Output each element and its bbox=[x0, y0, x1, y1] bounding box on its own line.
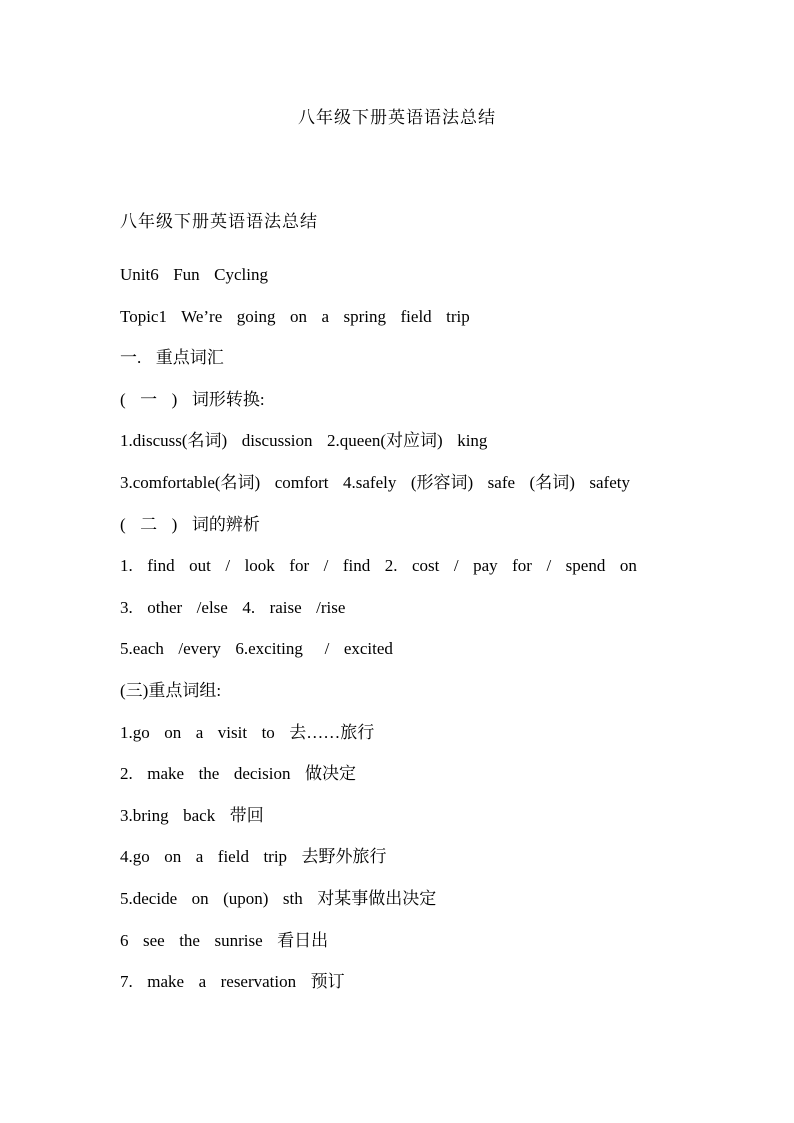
text-line: 1. find out / look for / find 2. cost / pay for / spend on bbox=[120, 556, 637, 576]
subsection-heading: ( 一 ) 词形转换: bbox=[120, 389, 265, 409]
subsection-heading: ( 二 ) 词的辨析 bbox=[120, 514, 260, 534]
unit-title: Unit6 Fun Cycling bbox=[120, 265, 269, 284]
phrase-item: 4.go on a field trip 去野外旅行 bbox=[120, 847, 387, 867]
text-line: 3. other /else 4. raise /rise bbox=[120, 597, 346, 617]
phrase-item: 6 see the sunrise 看日出 bbox=[120, 930, 329, 950]
text-line: 3.comfortable(名词) comfort 4.safely (形容词) safe (名词) safety bbox=[120, 472, 630, 492]
phrase-item: 2. make the decision 做决定 bbox=[120, 764, 356, 784]
section-heading: 一. 重点词汇 bbox=[120, 348, 224, 368]
phrase-item: 1.go on a visit to 去……旅行 bbox=[120, 722, 375, 742]
subsection-heading: (三)重点词组: bbox=[120, 680, 222, 700]
phrase-item: 5.decide on (upon) sth 对某事做出决定 bbox=[120, 888, 437, 908]
phrase-item: 7. make a reservation 预订 bbox=[120, 972, 345, 992]
document-title: 八年级下册英语语法总结 bbox=[298, 108, 496, 127]
text-line: 1.discuss(名词) discussion 2.queen(对应词) king bbox=[120, 431, 488, 451]
document-body bbox=[120, 210, 720, 994]
phrase-item: 3.bring back 带回 bbox=[120, 805, 264, 825]
topic-title: Topic1 We’re going on a spring field trip bbox=[120, 306, 470, 326]
text-line: 5.each /every 6.exciting / excited bbox=[120, 639, 393, 659]
body-heading: 八年级下册英语语法总结 bbox=[120, 212, 318, 231]
